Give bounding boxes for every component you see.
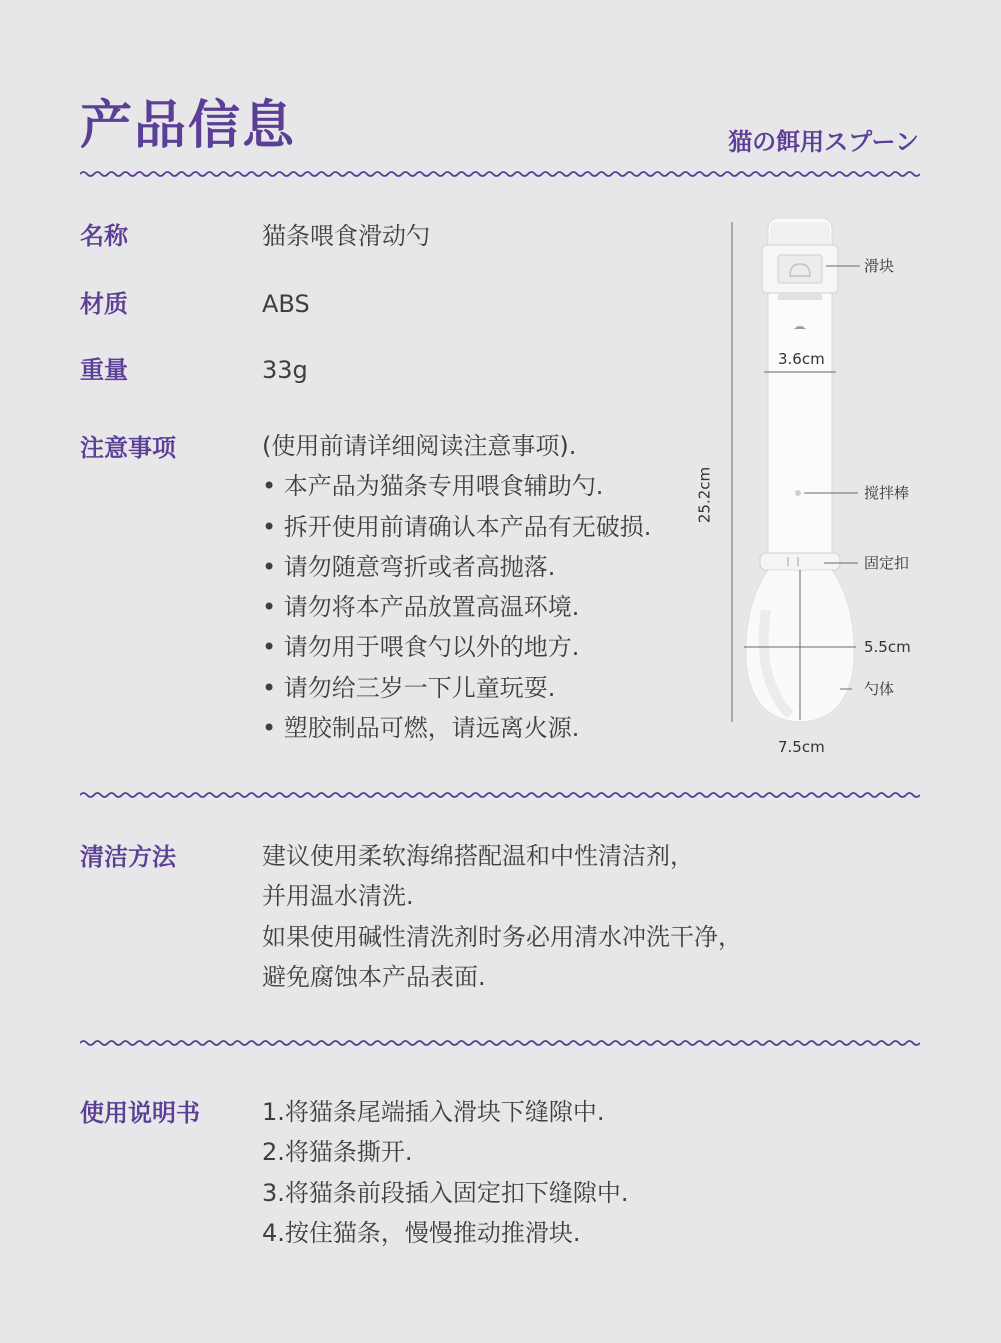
weight-label: 重量: [80, 356, 128, 384]
notes-line: • 请勿给三岁一下儿童玩耍.: [262, 673, 556, 702]
wave-divider: [80, 1037, 920, 1049]
wave-line: [80, 172, 920, 176]
spoon-diagram: [695, 210, 940, 770]
instructions-line: 1.将猫条尾端插入滑块下缝隙中.: [262, 1098, 605, 1126]
weight-value: 33g: [262, 356, 308, 384]
notes-line: • 请勿用于喂食勺以外的地方.: [262, 633, 580, 662]
length-label: 25.2cm: [695, 466, 714, 524]
notes-line: • 请勿随意弯折或者高抛落.: [262, 552, 556, 581]
wave-divider: [80, 168, 920, 180]
cleaning-line: 并用温水清洗.: [262, 882, 414, 911]
cleaning-label: 清洁方法: [80, 843, 176, 871]
cleaning-line: 如果使用碱性清洗剂时务必用清水冲洗干净，: [262, 922, 742, 951]
notes-line: • 请勿将本产品放置高温环境.: [262, 593, 580, 622]
instructions-line: 4.按住猫条，慢慢推动推滑块.: [262, 1218, 581, 1247]
material-label: 材质: [80, 290, 128, 318]
name-label: 名称: [80, 222, 128, 250]
wave-divider: [80, 789, 920, 801]
instructions-list: [262, 1092, 629, 1253]
notes-line: • 塑胶制品可燃，请远离火源.: [262, 714, 580, 743]
notes-list: [262, 426, 651, 748]
page-subtitle: 猫の餌用スプーン: [728, 128, 919, 156]
cleaning-line: 避免腐蚀本产品表面.: [262, 962, 486, 991]
notes-line: • 本产品为猫条专用喂食辅助勺.: [262, 472, 604, 501]
cleaning-line: 建议使用柔软海绵搭配温和中性清洁剂，: [262, 842, 694, 870]
wave-line: [80, 793, 920, 797]
name-value: 猫条喂食滑动勺: [262, 222, 430, 250]
material-value: ABS: [262, 290, 310, 318]
stir-rod-label: 搅拌棒: [864, 484, 910, 502]
spoon-label: 勺体: [864, 680, 895, 698]
handle-width-label: 3.6cm: [778, 350, 825, 368]
page-title: 产品信息: [80, 96, 297, 156]
spoon-width-label: 7.5cm: [778, 738, 825, 756]
slider-label: 滑块: [864, 257, 895, 275]
instructions-line: 2.将猫条撕开.: [262, 1138, 413, 1167]
clip-label: 固定扣: [864, 554, 910, 572]
spoon-length-label: 5.5cm: [864, 638, 911, 656]
notes-line: (使用前请详细阅读注意事项).: [262, 432, 577, 460]
wave-line: [80, 1041, 920, 1045]
cleaning-list: [262, 836, 742, 997]
notes-label: 注意事项: [80, 434, 176, 462]
instructions-label: 使用说明书: [80, 1099, 200, 1127]
notes-line: • 拆开使用前请确认本产品有无破损.: [262, 512, 652, 541]
instructions-line: 3.将猫条前段插入固定扣下缝隙中.: [262, 1178, 629, 1207]
